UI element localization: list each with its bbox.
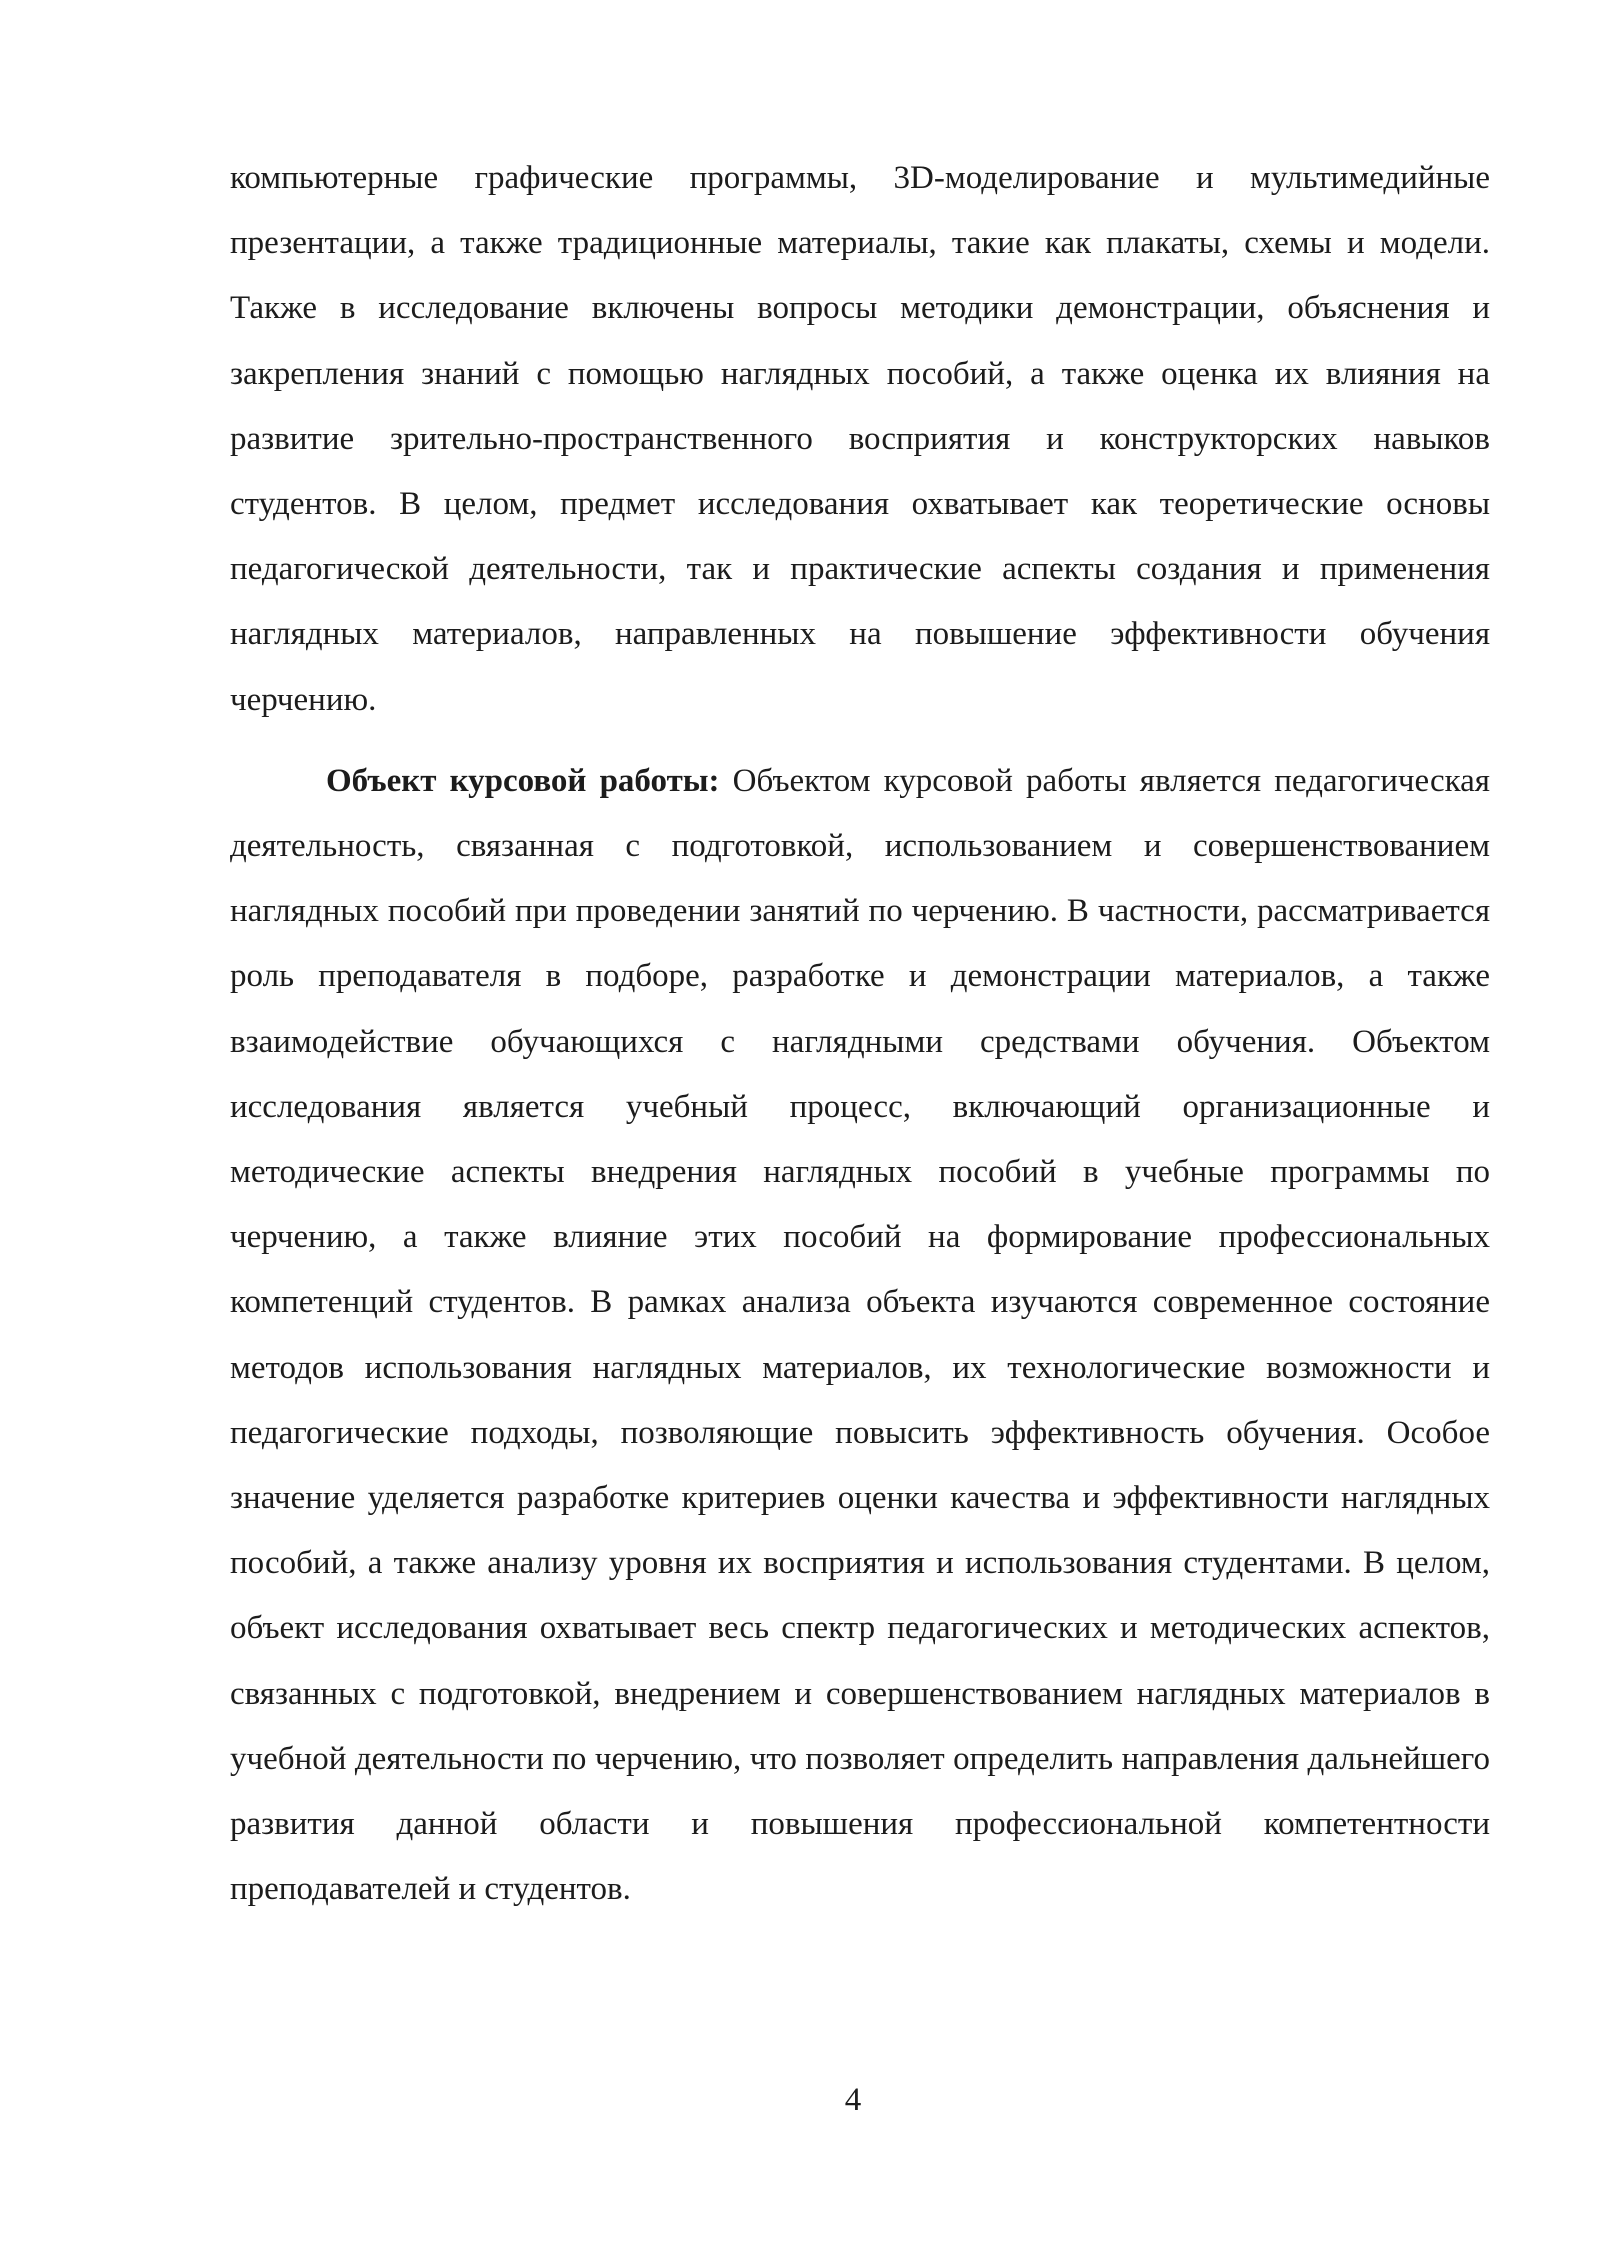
page-body	[230, 146, 1490, 1922]
paragraph-subject-continuation	[230, 146, 1490, 733]
paragraph-text: компьютерные графические программы, 3D-моделирование и мультимедийные презентации, а также традиционные материалы, такие как плакаты, схемы и модели. Также в исследование включены вопросы методики демонстрации, объяснения и закрепления знаний с помощью наглядных пособий, а также оценка их влияния на развитие зрительно-пространственного восприятия и конструкторских навыков студентов. В целом, предмет исследования охватывает как теоретические основы педагогической деятельности, так и практические аспекты создания и применения наглядных материалов, направленных на повышение эффективности обучения черчению.	[230, 160, 1490, 718]
paragraph-object	[230, 749, 1490, 1923]
paragraph-lead-heading: Объект курсовой работы:	[326, 762, 720, 799]
paragraph-text: Объектом курсовой работы является педагогическая деятельность, связанная с подготовкой, использованием и совершенствованием наглядных пособий при проведении занятий по черчению. В частности, рассматривается роль преподавателя в подборе, разработке и демонстрации материалов, а также взаимодействие обучающихся с наглядными средствами обучения. Объектом исследования является учебный процесс, включающий организационные и методические аспекты внедрения наглядных пособий в учебные программы по черчению, а также влияние этих пособий на формирование профессиональных компетенций студентов. В рамках анализа объекта изучаются современное состояние методов использования наглядных материалов, их технологические возможности и педагогические подходы, позволяющие повысить эффективность обучения. Особое значение уделяется разработке критериев оценки качества и эффективности наглядных пособий, а также анализу уровня их восприятия и использования студентами. В целом, объект исследования охватывает весь спектр педагогических и методических аспектов, связанных с подготовкой, внедрением и совершенствованием наглядных материалов в учебной деятельности по черчению, что позволяет определить направления дальнейшего развития данной области и повышения профессиональной компетентности преподавателей и студентов.	[230, 762, 1490, 1908]
page-number: 4	[844, 2082, 862, 2118]
